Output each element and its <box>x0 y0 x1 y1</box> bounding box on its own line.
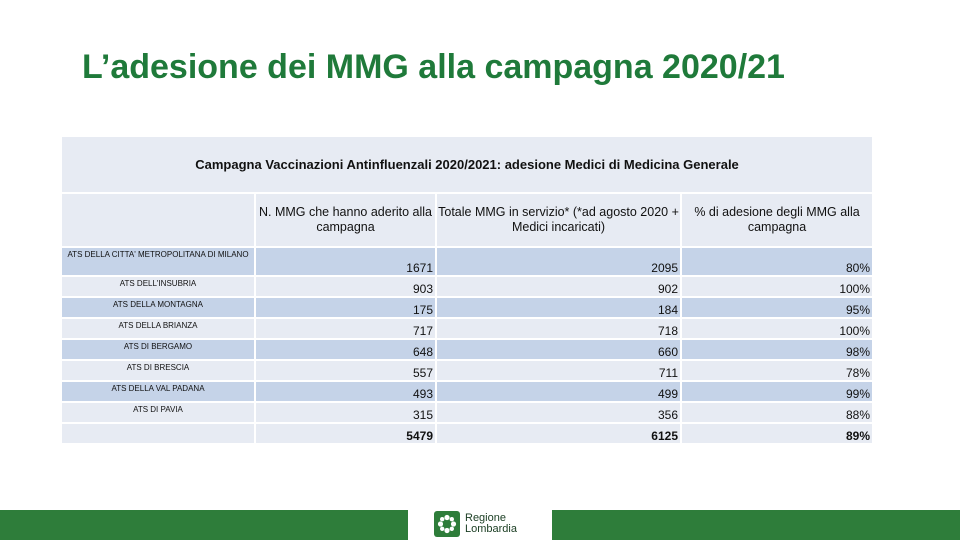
row-totale: 2095 <box>435 246 680 275</box>
row-aderito: 493 <box>254 380 435 401</box>
regione-lombardia-logo <box>434 509 517 539</box>
table-caption-row <box>62 137 872 192</box>
header-ats <box>62 192 254 246</box>
footer-bar-left <box>0 510 408 540</box>
adhesion-table <box>62 137 872 443</box>
logo-line1: Regione <box>465 512 506 524</box>
row-totale: 902 <box>435 275 680 296</box>
table-header-row <box>62 192 872 246</box>
table-row <box>62 401 872 422</box>
row-percentuale: 88% <box>680 401 872 422</box>
table-row <box>62 296 872 317</box>
row-totale: 499 <box>435 380 680 401</box>
row-percentuale: 95% <box>680 296 872 317</box>
row-aderito: 1671 <box>254 246 435 275</box>
row-percentuale: 80% <box>680 246 872 275</box>
row-ats: ATS DI PAVIA <box>62 401 254 422</box>
table-row <box>62 246 872 275</box>
footer-bar-right <box>552 510 960 540</box>
row-aderito: 648 <box>254 338 435 359</box>
table-row <box>62 380 872 401</box>
row-ats: ATS DELLA MONTAGNA <box>62 296 254 317</box>
row-ats: ATS DELLA VAL PADANA <box>62 380 254 401</box>
total-ats <box>62 422 254 443</box>
table-total-row <box>62 422 872 443</box>
row-aderito: 557 <box>254 359 435 380</box>
row-percentuale: 99% <box>680 380 872 401</box>
total-aderito: 5479 <box>254 422 435 443</box>
logo-line2: Lombardia <box>465 523 517 535</box>
row-totale: 718 <box>435 317 680 338</box>
total-percentuale: 89% <box>680 422 872 443</box>
table-caption: Campagna Vaccinazioni Antinfluenzali 2020/2021: adesione Medici di Medicina Generale <box>62 137 872 192</box>
header-totale: Totale MMG in servizio* (*ad agosto 2020 + Medici incaricati) <box>435 192 680 246</box>
total-totale: 6125 <box>435 422 680 443</box>
row-totale: 356 <box>435 401 680 422</box>
table-row <box>62 359 872 380</box>
row-totale: 660 <box>435 338 680 359</box>
row-ats: ATS DELLA CITTA' METROPOLITANA DI MILANO <box>62 246 254 275</box>
row-percentuale: 100% <box>680 275 872 296</box>
row-percentuale: 98% <box>680 338 872 359</box>
row-ats: ATS DI BERGAMO <box>62 338 254 359</box>
logo-text <box>465 513 517 535</box>
rosa-camuna-icon <box>434 511 460 537</box>
row-ats: ATS DELL'INSUBRIA <box>62 275 254 296</box>
row-ats: ATS DI BRESCIA <box>62 359 254 380</box>
row-aderito: 175 <box>254 296 435 317</box>
row-ats: ATS DELLA BRIANZA <box>62 317 254 338</box>
table-row <box>62 275 872 296</box>
header-aderito: N. MMG che hanno aderito alla campagna <box>254 192 435 246</box>
row-totale: 711 <box>435 359 680 380</box>
row-aderito: 717 <box>254 317 435 338</box>
adhesion-table-container <box>62 137 872 443</box>
header-percentuale: % di adesione degli MMG alla campagna <box>680 192 872 246</box>
row-aderito: 315 <box>254 401 435 422</box>
page-title: L’adesione dei MMG alla campagna 2020/21 <box>82 48 785 86</box>
row-aderito: 903 <box>254 275 435 296</box>
row-totale: 184 <box>435 296 680 317</box>
table-row <box>62 338 872 359</box>
row-percentuale: 78% <box>680 359 872 380</box>
table-row <box>62 317 872 338</box>
row-percentuale: 100% <box>680 317 872 338</box>
